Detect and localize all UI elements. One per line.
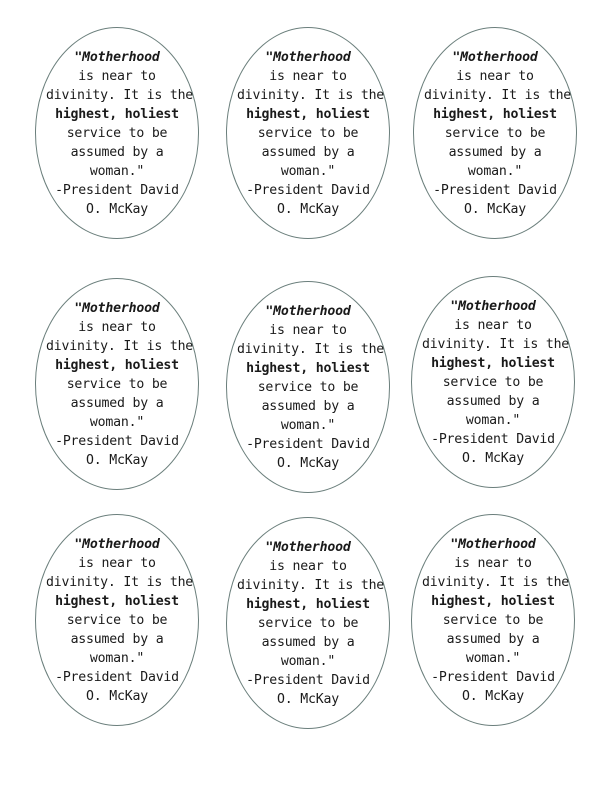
quote-text [237, 538, 385, 709]
quote-oval-8 [226, 517, 390, 729]
quote-line: highest, holiest [246, 106, 370, 122]
quote-line: highest, holiest [431, 593, 555, 609]
quote-line: assumed by a [70, 144, 164, 160]
quote-line: -President David [433, 182, 557, 198]
quote-line: is near to [454, 555, 532, 571]
quote-line: highest, holiest [431, 355, 555, 371]
quote-line: -President David [246, 436, 370, 452]
quote-line: divinity. It is the [46, 574, 194, 590]
quote-line: is near to [78, 68, 156, 84]
quote-line: service to be [257, 379, 359, 395]
quote-line: woman." [465, 412, 521, 428]
quote-line: divinity. It is the [237, 341, 385, 357]
quote-line: woman." [467, 163, 523, 179]
quote-text [422, 535, 570, 706]
quote-line: woman." [89, 414, 145, 430]
quote-line: divinity. It is the [422, 574, 570, 590]
quote-line: highest, holiest [246, 596, 370, 612]
quote-line: O. McKay [462, 688, 524, 704]
quote-line: "Motherhood [452, 49, 538, 65]
quote-line: service to be [257, 615, 359, 631]
quote-text [46, 299, 194, 470]
quote-line: service to be [442, 374, 544, 390]
quote-oval-7 [35, 514, 199, 726]
quote-line: woman." [465, 650, 521, 666]
quote-line: is near to [454, 317, 532, 333]
quote-line: highest, holiest [246, 360, 370, 376]
quote-line: O. McKay [462, 450, 524, 466]
quote-line: "Motherhood [74, 536, 160, 552]
quote-line: "Motherhood [450, 298, 536, 314]
quote-line: "Motherhood [74, 300, 160, 316]
quote-line: woman." [89, 163, 145, 179]
quote-line: is near to [269, 68, 347, 84]
quote-line: O. McKay [277, 455, 339, 471]
quote-text [424, 48, 572, 219]
quote-line: -President David [431, 669, 555, 685]
quote-line: divinity. It is the [422, 336, 570, 352]
quote-text [237, 302, 385, 473]
quote-line: assumed by a [261, 634, 355, 650]
quote-line: "Motherhood [265, 303, 351, 319]
quote-oval-6 [411, 276, 575, 488]
quote-line: -President David [55, 669, 179, 685]
quote-line: O. McKay [86, 452, 148, 468]
quote-line: "Motherhood [74, 49, 160, 65]
quote-line: -President David [55, 182, 179, 198]
quote-text [237, 48, 385, 219]
quote-line: divinity. It is the [237, 577, 385, 593]
quote-oval-1 [35, 27, 199, 239]
quote-line: is near to [269, 322, 347, 338]
quote-oval-3 [413, 27, 577, 239]
quote-line: service to be [66, 612, 168, 628]
quote-text [46, 535, 194, 706]
quote-oval-5 [226, 281, 390, 493]
quote-line: -President David [431, 431, 555, 447]
quote-line: -President David [246, 182, 370, 198]
quote-line: O. McKay [277, 691, 339, 707]
quote-line: divinity. It is the [46, 338, 194, 354]
quote-line: O. McKay [464, 201, 526, 217]
quote-line: O. McKay [277, 201, 339, 217]
quote-line: O. McKay [86, 201, 148, 217]
quote-line: is near to [78, 555, 156, 571]
quote-line: "Motherhood [265, 539, 351, 555]
quote-line: woman." [280, 653, 336, 669]
quote-line: highest, holiest [55, 593, 179, 609]
quote-line: assumed by a [70, 395, 164, 411]
quote-oval-9 [411, 514, 575, 726]
quote-line: is near to [456, 68, 534, 84]
quote-line: -President David [246, 672, 370, 688]
quote-line: divinity. It is the [46, 87, 194, 103]
quote-line: assumed by a [70, 631, 164, 647]
quote-line: divinity. It is the [237, 87, 385, 103]
quote-text [422, 297, 570, 468]
quote-line: woman." [280, 417, 336, 433]
quote-oval-2 [226, 27, 390, 239]
quote-line: O. McKay [86, 688, 148, 704]
quote-line: "Motherhood [450, 536, 536, 552]
quote-line: "Motherhood [265, 49, 351, 65]
quote-line: highest, holiest [433, 106, 557, 122]
quote-line: -President David [55, 433, 179, 449]
quote-line: woman." [280, 163, 336, 179]
quote-line: service to be [66, 125, 168, 141]
quote-line: assumed by a [261, 144, 355, 160]
quote-line: service to be [444, 125, 546, 141]
quote-line: highest, holiest [55, 106, 179, 122]
quote-line: service to be [66, 376, 168, 392]
quote-line: assumed by a [446, 631, 540, 647]
quote-line: service to be [442, 612, 544, 628]
quote-line: assumed by a [448, 144, 542, 160]
quote-text [46, 48, 194, 219]
quote-line: assumed by a [261, 398, 355, 414]
quote-line: service to be [257, 125, 359, 141]
quote-line: woman." [89, 650, 145, 666]
quote-line: assumed by a [446, 393, 540, 409]
quote-line: divinity. It is the [424, 87, 572, 103]
quote-line: is near to [269, 558, 347, 574]
quote-line: highest, holiest [55, 357, 179, 373]
quote-line: is near to [78, 319, 156, 335]
quote-oval-4 [35, 278, 199, 490]
